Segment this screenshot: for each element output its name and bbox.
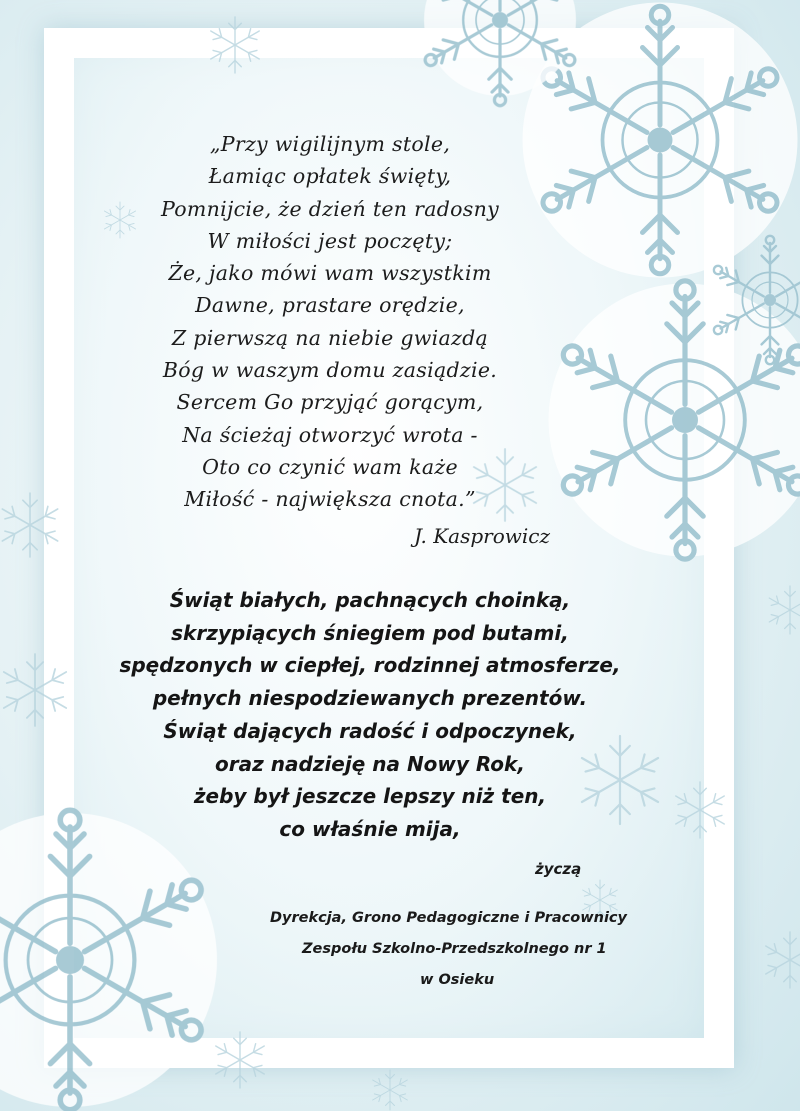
signature-line: w Osieku (420, 972, 495, 988)
signature-line: Zespołu Szkolno-Przedszkolnego nr 1 (302, 941, 607, 957)
poem-line: Na ścieżaj otworzyć wrota - (182, 422, 478, 447)
poem-line: Bóg w waszym domu zasiądzie. (162, 358, 498, 383)
poem-line: „Przy wigilijnym stole, (209, 132, 451, 156)
poem-line: Oto co czynić wam każe (202, 454, 458, 479)
wishes (60, 584, 680, 846)
poem-line: Z pierwszą na niebie gwiazdą (171, 325, 489, 350)
wish-line: skrzypiących śniegiem pod butami, (171, 620, 569, 645)
poem-author: J. Kasprowicz (414, 524, 550, 548)
wish-from-label: życzą (535, 860, 582, 878)
wish-line: żeby był jeszcze lepszy niż ten, (193, 784, 547, 809)
poem-line: Miłość - największa cnota.” (184, 487, 476, 512)
poem-line: Pomnijcie, że dzień ten radosny (160, 196, 500, 221)
poem-line: W miłości jest poczęty; (207, 228, 453, 253)
poem-line: Że, jako mówi wam wszystkim (168, 261, 492, 286)
poem (100, 128, 560, 516)
wish-line: pełnych niespodziewanych prezentów. (152, 686, 588, 711)
wish-line: oraz nadzieję na Nowy Rok, (215, 751, 525, 776)
wish-line: co właśnie mija, (279, 816, 461, 841)
wish-line: spędzonych w ciepłej, rodzinnej atmosferze, (119, 653, 621, 678)
poem-line: Dawne, prastare orędzie, (195, 293, 465, 318)
wish-line: Świąt białych, pachnących choinką, (169, 588, 571, 612)
poem-line: Łamiąc opłatek święty, (208, 164, 452, 189)
poem-line: Sercem Go przyjąć gorącym, (176, 390, 484, 415)
signature-line: Dyrekcja, Grono Pedagogiczne i Pracownicy (270, 910, 627, 926)
signature (270, 903, 680, 996)
wish-line: Świąt dających radość i odpoczynek, (163, 718, 577, 743)
